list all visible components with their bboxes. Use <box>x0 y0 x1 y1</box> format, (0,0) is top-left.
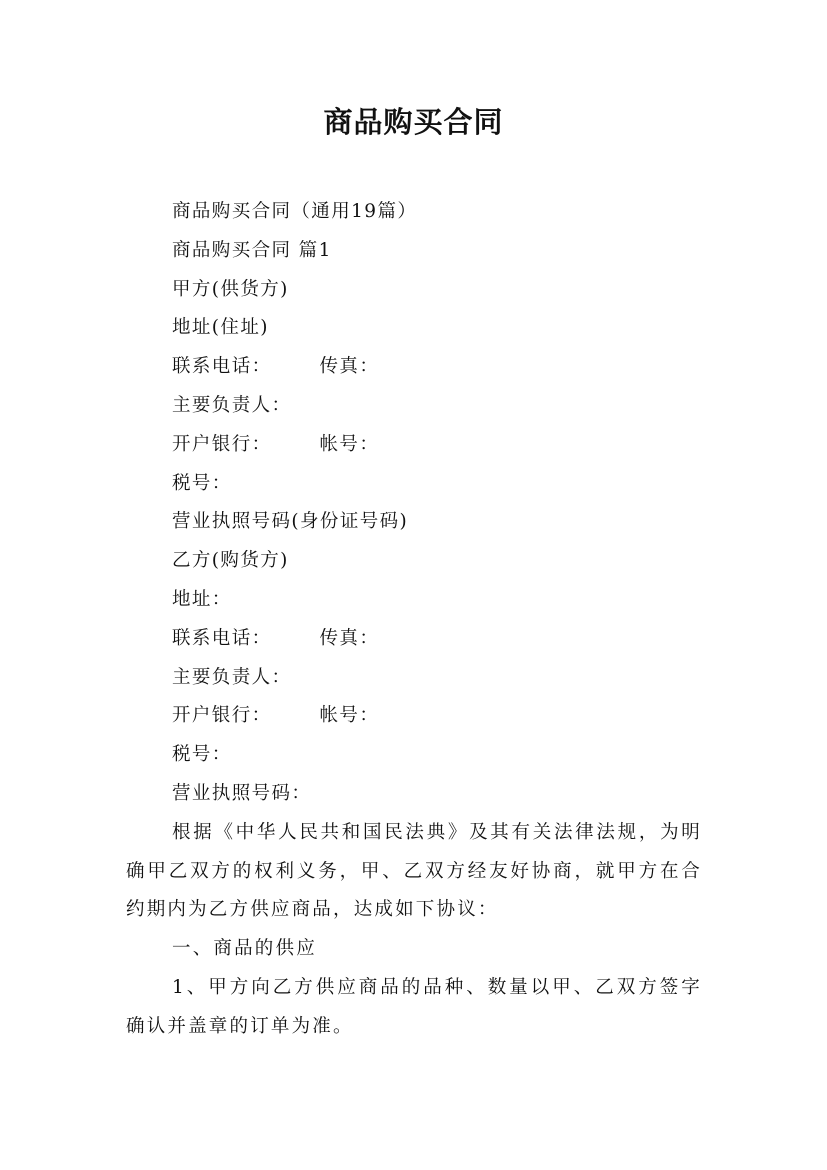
party-a-license-line: 营业执照号码(身份证号码) <box>172 511 409 533</box>
party-a-tax-line: 税号： <box>172 472 232 494</box>
section-heading-supply: 一、商品的供应 <box>172 938 317 960</box>
party-b-license-line: 营业执照号码： <box>172 782 312 804</box>
subtitle-line: 商品购买合同（通用19篇） <box>172 201 418 222</box>
clause-1-paragraph: 1、甲方向乙方供应商品的品种、数量以甲、乙双方签字确认并盖章的订单为准。 <box>126 976 702 1037</box>
document-body <box>126 193 702 1047</box>
party-b-principal-line: 主要负责人： <box>172 666 292 688</box>
party-a-account-label: 帐号： <box>319 433 380 455</box>
party-b-bank-line <box>126 697 702 736</box>
party-a-bank-line <box>126 426 702 465</box>
party-a-line: 甲方(供货方) <box>172 278 289 300</box>
party-b-phone-label: 联系电话： <box>172 627 272 649</box>
intro-paragraph: 根据《中华人民共和国民法典》及其有关法律法规，为明确甲乙双方的权利义务，甲、乙双方经友好协商，就甲方在合约期内为乙方供应商品，达成如下协议： <box>126 821 702 921</box>
party-a-contact-line <box>126 348 702 387</box>
party-a-phone-label: 联系电话： <box>172 356 272 378</box>
party-b-fax-label: 传真： <box>319 627 380 649</box>
party-b-line: 乙方(购货方) <box>172 550 289 572</box>
party-b-contact-line <box>126 620 702 659</box>
party-a-bank-label: 开户银行： <box>172 433 272 455</box>
party-a-fax-label: 传真： <box>319 356 380 378</box>
party-a-principal-line: 主要负责人： <box>172 394 292 416</box>
party-b-tax-line: 税号： <box>172 744 232 766</box>
party-b-account-label: 帐号： <box>319 705 380 727</box>
party-b-bank-label: 开户银行： <box>172 705 272 727</box>
chapter-line: 商品购买合同 篇1 <box>172 239 332 261</box>
party-b-address-line: 地址： <box>172 588 232 610</box>
document-title: 商品购买合同 <box>323 105 504 139</box>
party-a-address-line: 地址(住址) <box>172 317 269 339</box>
